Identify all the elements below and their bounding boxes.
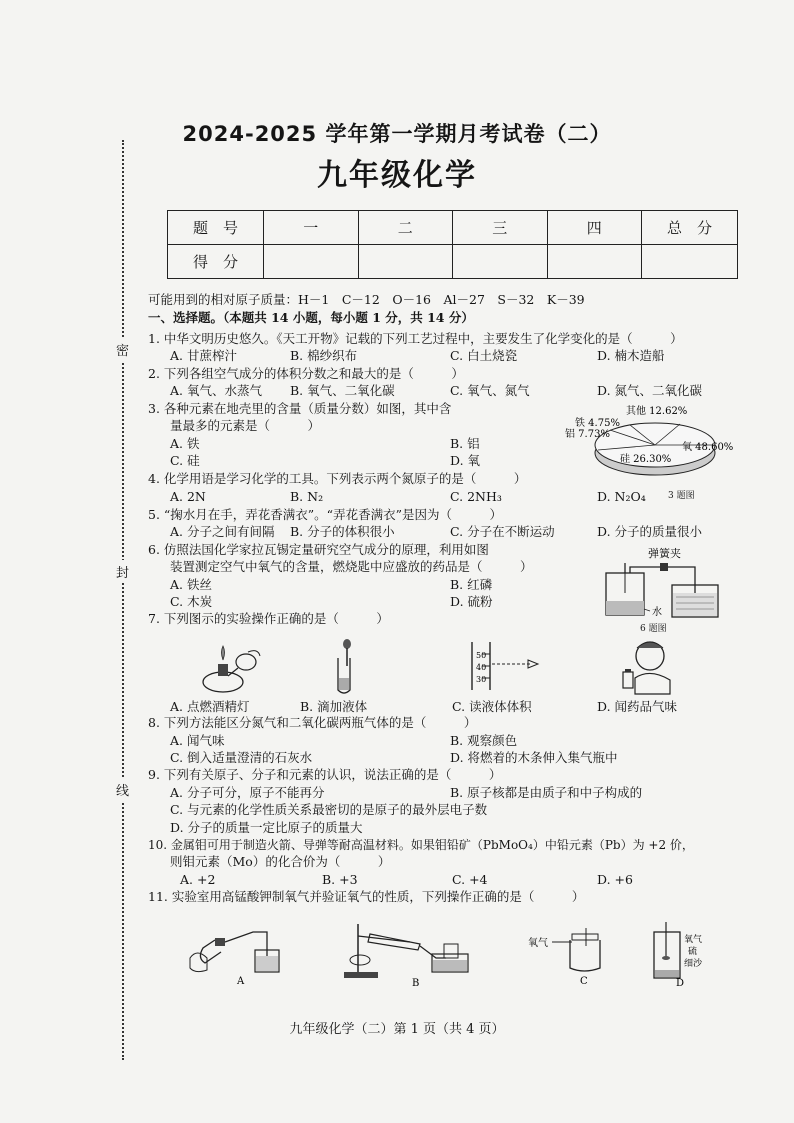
question-3-stem: 3. 各种元素在地壳里的含量（质量分数）如图，其中含 <box>148 401 452 416</box>
q3-option-d[interactable]: D. 氧 <box>450 453 481 468</box>
score-cell: 一 <box>264 211 359 245</box>
crust-element-pie-chart <box>565 400 734 490</box>
q9-option-a[interactable]: A. 分子可分，原子不能再分 <box>170 785 325 800</box>
q7-option-d[interactable]: D. 闻药品气味 <box>597 699 678 714</box>
pie-label-aluminum: 铝 7.73% <box>565 429 610 440</box>
q8-option-c[interactable]: C. 倒入适量澄清的石灰水 <box>170 750 313 765</box>
question-1-stem: 1. 中华文明历史悠久。《天工开物》记载的下列工艺过程中，主要发生了化学变化的是（ ） <box>148 331 683 346</box>
pie-label-silicon: 硅 26.30% <box>620 454 672 465</box>
question-6-stem-cont: 装置测定空气中氧气的含量，燃烧匙中应盛放的药品是（ ） <box>170 559 533 574</box>
q9-option-c[interactable]: C. 与元素的化学性质关系最密切的是原子的最外层电子数 <box>170 802 488 817</box>
question-10-stem: 10. 金属钼可用于制造火箭、导弹等耐高温材料。如果钼铅矿（PbMoO₄）中铅元素（Pb）为 +2 价， <box>148 838 694 852</box>
scale-tick-30: 30 <box>476 675 487 684</box>
score-cell: 总 分 <box>642 211 738 245</box>
q8-option-d[interactable]: D. 将燃着的木条伸入集气瓶中 <box>450 750 618 765</box>
score-table-header-row <box>168 211 738 245</box>
q9-option-d[interactable]: D. 分子的质量一定比原子的质量大 <box>170 820 363 835</box>
q10-option-c[interactable]: C. +4 <box>452 872 488 887</box>
q11-label-c: C <box>580 976 588 987</box>
q10-option-d[interactable]: D. +6 <box>597 872 633 887</box>
q5-option-c[interactable]: C. 分子在不断运动 <box>450 524 555 539</box>
question-4-stem: 4. 化学用语是学习化学的工具。下列表示两个氮原子的是（ ） <box>148 471 527 486</box>
question-3-stem-cont: 量最多的元素是（ ） <box>170 418 321 433</box>
score-table <box>167 210 738 279</box>
side-mark-mi: 密 <box>116 338 129 361</box>
q2-option-b[interactable]: B. 氧气、二氧化碳 <box>290 383 395 398</box>
q10-option-a[interactable]: A. +2 <box>180 872 216 887</box>
q3-option-a[interactable]: A. 铁 <box>170 436 200 451</box>
q4-option-b[interactable]: B. N₂ <box>290 489 324 504</box>
q1-option-a[interactable]: A. 甘蔗榨汁 <box>170 348 237 363</box>
smelling-figure <box>615 638 675 696</box>
section-heading: 一、选择题。（本题共 14 小题，每小题 1 分，共 14 分） <box>148 310 474 325</box>
q11-figure-c[interactable] <box>528 918 608 988</box>
question-11-stem: 11. 实验室用高锰酸钾制氧气并验证氧气的性质，下列操作正确的是（ ） <box>148 889 585 904</box>
question-9-stem: 9. 下列有关原子、分子和元素的认识，说法正确的是（ ） <box>148 767 502 782</box>
q11-label-d: D <box>676 978 685 989</box>
score-cell: 二 <box>358 211 453 245</box>
q8-option-a[interactable]: A. 闻气味 <box>170 733 225 748</box>
label-spring-clip: 弹簧夹 <box>648 547 681 560</box>
q1-option-b[interactable]: B. 棉纱织布 <box>290 348 358 363</box>
score-cell: 四 <box>547 211 642 245</box>
q5-option-b[interactable]: B. 分子的体积很小 <box>290 524 395 539</box>
scale-tick-50: 50 <box>476 651 487 660</box>
scale-tick-40: 40 <box>476 663 487 672</box>
score-cell: 三 <box>453 211 548 245</box>
exam-subject: 九年级化学 <box>317 158 477 193</box>
q7-option-c[interactable]: C. 读液体体积 <box>452 699 532 714</box>
pie-label-iron: 铁 4.75% <box>575 418 620 429</box>
q6-option-b[interactable]: B. 红磷 <box>450 577 493 592</box>
pie-label-oxygen: 氧 48.60% <box>682 442 734 453</box>
alcohol-lamp-figure <box>198 640 268 695</box>
side-mark-xian: 线 <box>116 778 129 801</box>
q11-figure-d[interactable] <box>650 918 730 988</box>
score-input-cell[interactable] <box>453 245 548 279</box>
q11-label-a: A <box>237 976 245 987</box>
q11-label-sulfur: 硫 <box>688 947 698 957</box>
q5-option-d[interactable]: D. 分子的质量很小 <box>597 524 703 539</box>
q11-label-b: B <box>412 978 420 989</box>
q4-option-c[interactable]: C. 2NH₃ <box>450 489 502 504</box>
q11-label-sand: 细沙 <box>684 959 703 969</box>
question-5-stem: 5. “掬水月在手，弄花香满衣”。“弄花香满衣”是因为（ ） <box>148 507 502 522</box>
q6-figure-caption: 6 题图 <box>640 624 667 634</box>
question-2-stem: 2. 下列各组空气成分的体积分数之和最大的是（ ） <box>148 366 464 381</box>
q7-option-b[interactable]: B. 滴加液体 <box>300 699 368 714</box>
score-cell: 得 分 <box>168 245 264 279</box>
binding-line <box>122 140 124 1060</box>
oxygen-measurement-apparatus <box>600 545 730 625</box>
atomic-masses: 可能用到的相对原子质量：H－1 C－12 O－16 Al－27 S－32 K－39 <box>148 292 585 307</box>
q2-option-a[interactable]: A. 氧气、水蒸气 <box>170 383 262 398</box>
q3-option-b[interactable]: B. 铝 <box>450 436 480 451</box>
page-footer: 九年级化学（二）第 1 页（共 4 页） <box>289 1022 505 1037</box>
reading-cylinder-figure <box>470 640 550 695</box>
q5-option-a[interactable]: A. 分子之间有间隔 <box>170 524 275 539</box>
exam-title: 2024-2025 学年第一学期月考试卷（二） <box>182 122 612 146</box>
score-input-cell[interactable] <box>547 245 642 279</box>
q6-option-a[interactable]: A. 铁丝 <box>170 577 212 592</box>
score-table-score-row <box>168 245 738 279</box>
q3-option-c[interactable]: C. 硅 <box>170 453 200 468</box>
q9-option-b[interactable]: B. 原子核都是由质子和中子构成的 <box>450 785 643 800</box>
q2-option-d[interactable]: D. 氮气、二氧化碳 <box>597 383 703 398</box>
question-6-stem: 6. 仿照法国化学家拉瓦锡定量研究空气成分的原理，利用如图 <box>148 542 489 557</box>
score-input-cell[interactable] <box>358 245 453 279</box>
q6-option-d[interactable]: D. 硫粉 <box>450 594 493 609</box>
q2-option-c[interactable]: C. 氧气、氮气 <box>450 383 530 398</box>
q4-option-d[interactable]: D. N₂O₄ <box>597 489 646 504</box>
dropping-liquid-figure <box>330 638 360 698</box>
q1-option-d[interactable]: D. 楠木造船 <box>597 348 665 363</box>
q6-option-c[interactable]: C. 木炭 <box>170 594 213 609</box>
label-water: 水 <box>652 607 662 618</box>
question-10-stem-cont: 则钼元素（Mo）的化合价为（ ） <box>170 854 391 869</box>
q11-label-oxygen-c: 氧气 <box>528 938 548 949</box>
q11-label-oxygen-d: 氧气 <box>684 935 703 945</box>
q1-option-c[interactable]: C. 白土烧瓷 <box>450 348 518 363</box>
score-input-cell[interactable] <box>642 245 738 279</box>
question-7-stem: 7. 下列图示的实验操作正确的是（ ） <box>148 611 389 626</box>
question-8-stem: 8. 下列方法能区分氮气和二氧化碳两瓶气体的是（ ） <box>148 715 477 730</box>
score-cell: 题 号 <box>168 211 264 245</box>
q11-figure-a[interactable] <box>185 918 285 988</box>
q10-option-b[interactable]: B. +3 <box>322 872 358 887</box>
side-mark-feng: 封 <box>116 560 129 583</box>
pie-label-other: 其他 12.62% <box>626 406 688 417</box>
q3-figure-caption: 3 题图 <box>668 491 695 501</box>
q4-option-a[interactable]: A. 2N <box>170 489 206 504</box>
score-input-cell[interactable] <box>264 245 359 279</box>
q8-option-b[interactable]: B. 观察颜色 <box>450 733 518 748</box>
q11-figure-b[interactable] <box>340 918 480 988</box>
q7-option-a[interactable]: A. 点燃酒精灯 <box>170 699 250 714</box>
